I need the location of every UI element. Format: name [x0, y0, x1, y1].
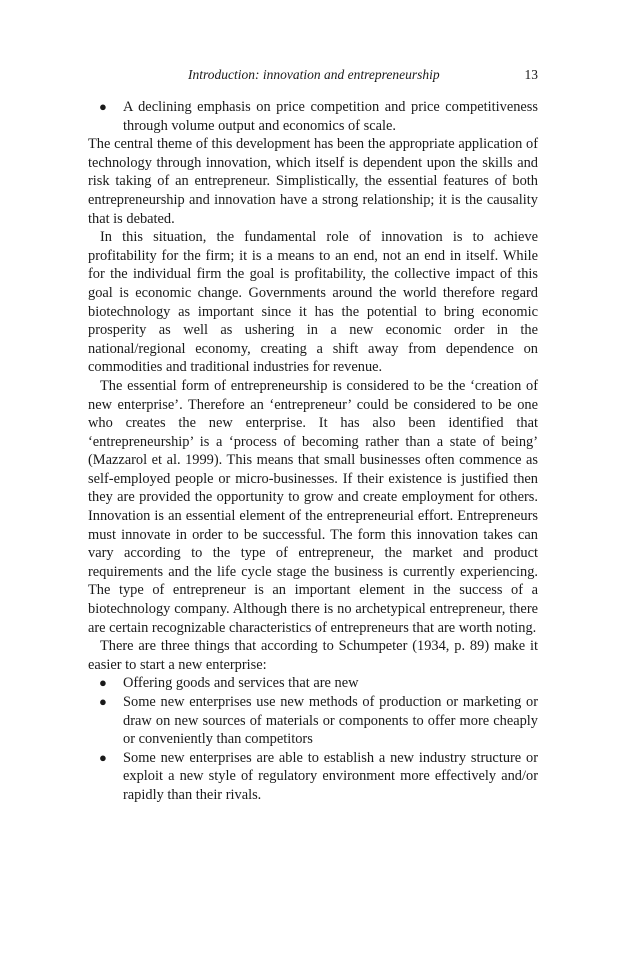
list-item-text: A declining emphasis on price competition and price competitiveness through volume output and economics of scale.: [123, 99, 538, 134]
list-item: [88, 98, 538, 135]
bullet-icon: ●: [99, 675, 107, 691]
list-item: [88, 749, 538, 805]
page-number: 13: [524, 67, 538, 82]
bullet-icon: ●: [99, 694, 107, 709]
body-text: [88, 98, 538, 805]
paragraph: The essential form of entrepreneurship is considered to be the ‘creation of new enterprise’. Therefore an ‘entrepreneur’ could be considered to be one who creates the new enterprise. It has also been identified that ‘entrepreneurship’ is a ‘process of becoming rather than a state of being’ (Mazzarol et al. 1999). This means that small businesses often commence as self-employed people or micro-businesses. If their existence is justified then they are provided the opportunity to grow and create employment for others. Innovation is an essential element of the entrepreneurial effort. Entrepreneurs must innovate in order to be successful. The form this innovation takes can vary according to the type of entrepreneur, the market and product requirements and the life cycle stage the business is currently experiencing. The type of entrepreneur is an important element in the success of a biotechnology company. Although there is no archetypical entrepreneur, there are certain recognizable characteristics of entrepreneurs that are worth noting.: [88, 377, 538, 636]
paragraph: In this situation, the fundamental role of innovation is to achieve profitability for the firm; it is a means to an end, not an end in itself. While for the individual firm the goal is profitability, the collective impact of this goal is economic change. Governments around the world therefore regard biotechnology as important since it has the potential to bring economic prosperity as well as ushering in a new economic order in the national/regional economy, creating a shift away from dependence on commodities and traditional industries for revenue.: [88, 229, 538, 376]
list-item-text: Some new enterprises are able to establish a new industry structure or exploit a new style of regulatory environment more effectively and/or rapidly than their rivals.: [123, 749, 538, 803]
list-item-text: Offering goods and services that are new: [123, 675, 359, 692]
running-header: [88, 64, 538, 86]
bottom-bullet-list: [88, 674, 538, 804]
bullet-icon: ●: [99, 99, 107, 114]
list-item: [88, 674, 538, 693]
paragraph: The central theme of this development has been the appropriate application of technology through innovation, which itself is dependent upon the skills and risk taking of an entrepreneur. Simplistically, the essential features of both entrepreneurship and innovation have a strong relationship; it is the causality that is debated.: [88, 136, 538, 227]
running-title: Introduction: innovation and entrepreneurship: [188, 67, 440, 82]
list-item: [88, 693, 538, 749]
paragraph: There are three things that according to Schumpeter (1934, p. 89) make it easier to start a new enterprise:: [88, 638, 538, 673]
bullet-icon: ●: [99, 749, 107, 765]
top-bullet-list: [88, 98, 538, 135]
list-item-text: Some new enterprises use new methods of production or marketing or draw on new sources of materials or components to offer more cheaply or conveniently than competitors: [123, 694, 538, 748]
